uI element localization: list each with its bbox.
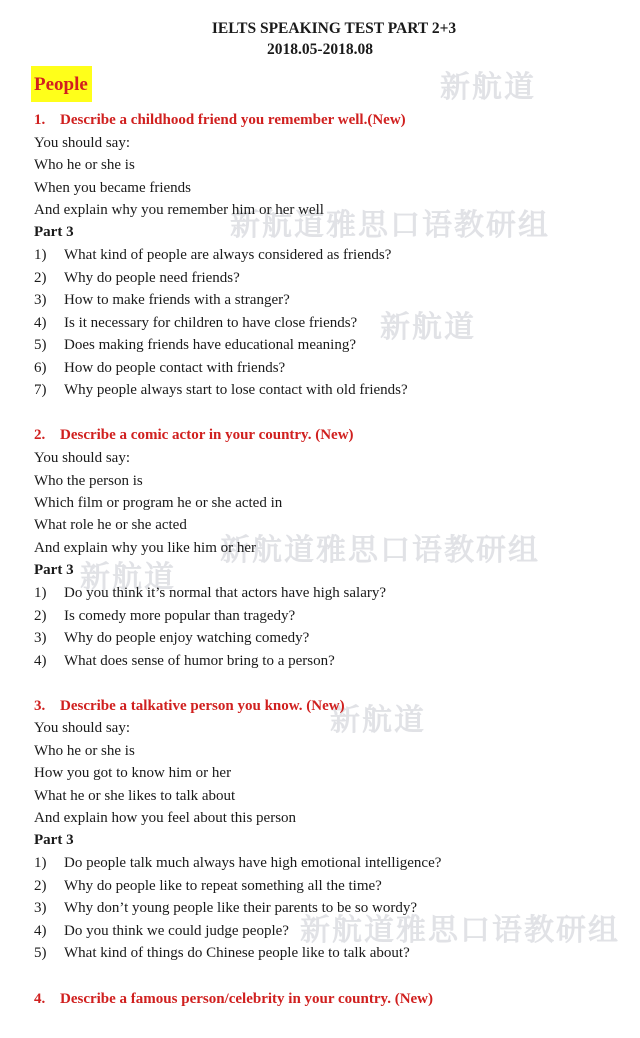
question-item: 4) What does sense of humor bring to a person? [34,653,335,669]
question-item: 1) Do people talk much always have high emotional intelligence? [34,855,442,871]
question-item: 7) Why people always start to lose contact with old friends? [34,382,408,398]
prompt-line: And explain why you like him or her [34,540,257,556]
question-item: 4) Is it necessary for children to have close friends? [34,315,358,331]
prompt-intro: You should say: [34,450,130,466]
watermark: 新航道雅思口语教研组 [300,913,620,948]
watermark: 新航道 [380,310,476,345]
prompt-line: Who the person is [34,473,143,489]
question-item: 2) Why do people need friends? [34,270,240,286]
watermark: 新航道 [80,560,176,595]
prompt-line: How you got to know him or her [34,765,232,781]
question-item: 3) Why do people enjoy watching comedy? [34,630,310,646]
question-item: 5) What kind of things do Chinese people like to talk about? [34,945,410,961]
question-item: 2) Is comedy more popular than tragedy? [34,608,296,624]
watermark: 新航道雅思口语教研组 [220,533,540,568]
question-item: 5) Does making friends have educational meaning? [34,337,356,353]
question-item: 1) Do you think it’s normal that actors have high salary? [34,585,387,601]
watermark: 新航道 [440,70,536,105]
prompt-line: Who he or she is [34,743,135,759]
topic-title: 2. Describe a comic actor in your country. (New) [34,427,354,443]
date-range: 2018.05-2018.08 [267,41,373,58]
question-item: 4) Do you think we could judge people? [34,923,289,939]
part-label: Part 3 [34,832,74,848]
document-title: IELTS SPEAKING TEST PART 2+3 [211,20,457,37]
question-item: 1) What kind of people are always considered as friends? [34,247,392,263]
prompt-intro: You should say: [34,135,130,151]
question-item: 6) How do people contact with friends? [34,360,286,376]
category-heading: People [31,66,92,102]
prompt-line: Which film or program he or she acted in [34,495,283,511]
prompt-line: Who he or she is [34,157,135,173]
prompt-line: What he or she likes to talk about [34,788,236,804]
prompt-line: When you became friends [34,180,192,196]
topic-title: 1. Describe a childhood friend you remember well.(New) [34,112,406,128]
watermark: 新航道雅思口语教研组 [230,208,550,243]
prompt-intro: You should say: [34,720,130,736]
question-item: 3) Why don’t young people like their parents to be so wordy? [34,900,417,916]
prompt-line: What role he or she acted [34,517,187,533]
prompt-line: And explain how you feel about this person [34,810,297,826]
part-label: Part 3 [34,224,74,240]
question-item: 3) How to make friends with a stranger? [34,292,290,308]
question-item: 2) Why do people like to repeat something all the time? [34,878,382,894]
prompt-line: And explain why you remember him or her well [34,202,324,218]
topic-title: 3. Describe a talkative person you know. (New) [34,698,345,714]
topic-title: 4. Describe a famous person/celebrity in your country. (New) [34,991,434,1007]
part-label: Part 3 [34,562,74,578]
watermark: 新航道 [330,703,426,738]
